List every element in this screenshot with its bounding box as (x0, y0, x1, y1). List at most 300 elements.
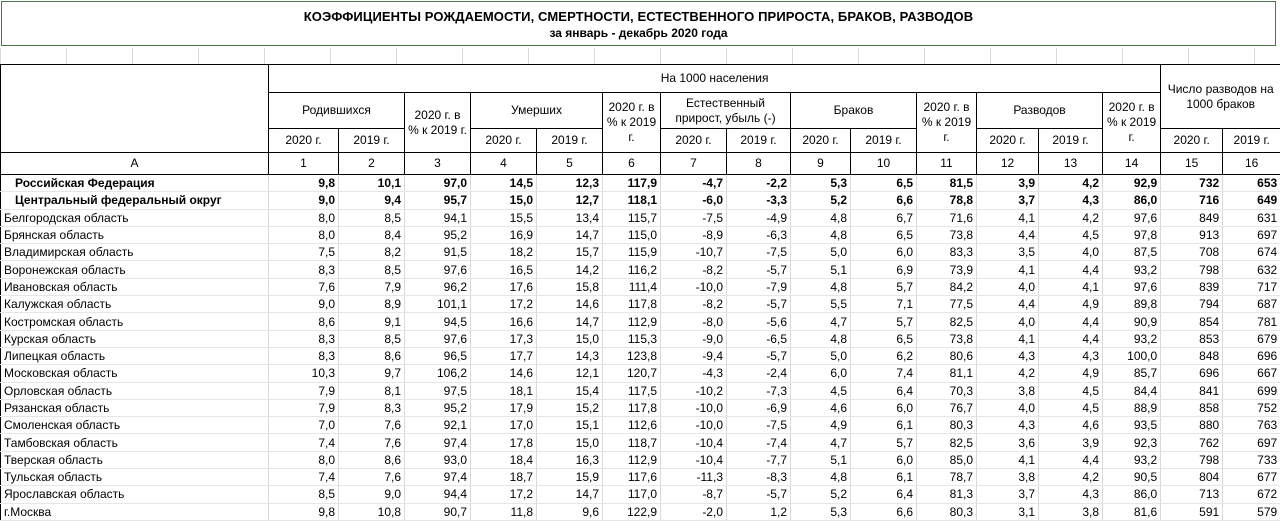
value-cell: 18,1 (471, 382, 537, 399)
year-header: 2019 г. (1039, 129, 1103, 153)
value-cell: 4,3 (977, 347, 1039, 364)
per1000-header: На 1000 населения (269, 65, 1161, 93)
value-cell: 6,0 (851, 399, 917, 416)
value-cell: 4,6 (791, 399, 851, 416)
value-cell: 6,9 (851, 261, 917, 278)
value-cell: 8,5 (339, 330, 405, 347)
value-cell: -7,9 (727, 278, 791, 295)
table-row (1, 330, 1280, 347)
value-cell: 4,5 (1039, 226, 1103, 243)
value-cell: 7,9 (339, 278, 405, 295)
value-cell: 7,9 (269, 382, 339, 399)
value-cell: 15,8 (537, 278, 603, 295)
table-row (1, 451, 1280, 468)
value-cell: 15,4 (537, 382, 603, 399)
value-cell: 6,0 (791, 365, 851, 382)
value-cell: -6,5 (727, 330, 791, 347)
value-cell: 733 (1223, 451, 1280, 468)
value-cell: 96,5 (405, 347, 471, 364)
value-cell: 4,2 (977, 365, 1039, 382)
value-cell: 696 (1223, 347, 1280, 364)
column-number: 12 (977, 153, 1039, 175)
value-cell: 95,2 (405, 226, 471, 243)
value-cell: 14,6 (537, 296, 603, 313)
region-name: Тамбовская область (1, 434, 269, 451)
region-name: Калужская область (1, 296, 269, 313)
table-row (1, 469, 1280, 486)
value-cell: 116,2 (603, 261, 661, 278)
value-cell: 94,1 (405, 209, 471, 226)
table-row (1, 209, 1280, 226)
value-cell: 73,8 (917, 330, 977, 347)
table-row (1, 347, 1280, 364)
value-cell: 4,0 (977, 399, 1039, 416)
column-number: 15 (1161, 153, 1223, 175)
value-cell: 8,1 (339, 382, 405, 399)
table-row (1, 486, 1280, 503)
column-number: 16 (1223, 153, 1280, 175)
region-name: Ярославская область (1, 486, 269, 503)
value-cell: 848 (1161, 347, 1223, 364)
value-cell: 6,1 (851, 417, 917, 434)
year-header: 2020 г. (791, 129, 851, 153)
value-cell: 93,0 (405, 451, 471, 468)
value-cell: 5,0 (791, 347, 851, 364)
value-cell: -7,5 (727, 244, 791, 261)
value-cell: 5,1 (791, 451, 851, 468)
year-header: 2020 г. (1161, 129, 1223, 153)
value-cell: 112,9 (603, 451, 661, 468)
value-cell: 794 (1161, 296, 1223, 313)
value-cell: 804 (1161, 469, 1223, 486)
value-cell: 8,0 (269, 226, 339, 243)
value-cell: 81,1 (917, 365, 977, 382)
value-cell: 4,5 (1039, 399, 1103, 416)
value-cell: 667 (1223, 365, 1280, 382)
value-cell: 118,7 (603, 434, 661, 451)
value-cell: 687 (1223, 296, 1280, 313)
value-cell: 7,6 (339, 469, 405, 486)
value-cell: 7,6 (339, 434, 405, 451)
value-cell: 4,4 (1039, 451, 1103, 468)
value-cell: -5,7 (727, 486, 791, 503)
value-cell: 123,8 (603, 347, 661, 364)
value-cell: -3,3 (727, 192, 791, 209)
region-name: Курская область (1, 330, 269, 347)
region-name: Липецкая область (1, 347, 269, 364)
value-cell: 9,8 (269, 503, 339, 520)
year-header: 2020 г. (269, 129, 339, 153)
region-name: Костромская область (1, 313, 269, 330)
value-cell: -7,3 (727, 382, 791, 399)
value-cell: 97,4 (405, 434, 471, 451)
value-cell: 85,7 (1103, 365, 1161, 382)
value-cell: 115,3 (603, 330, 661, 347)
value-cell: 80,3 (917, 417, 977, 434)
region-name: Тверская область (1, 451, 269, 468)
divorces-header: Разводов (977, 93, 1103, 129)
value-cell: 839 (1161, 278, 1223, 295)
value-cell: 5,3 (791, 503, 851, 520)
value-cell: 697 (1223, 226, 1280, 243)
value-cell: 7,4 (269, 469, 339, 486)
value-cell: 4,3 (1039, 347, 1103, 364)
value-cell: 17,8 (471, 434, 537, 451)
value-cell: 14,6 (471, 365, 537, 382)
value-cell: 4,2 (1039, 175, 1103, 192)
value-cell: -7,5 (661, 209, 727, 226)
value-cell: 94,4 (405, 486, 471, 503)
value-cell: 97,5 (405, 382, 471, 399)
value-cell: -11,3 (661, 469, 727, 486)
column-number: 11 (917, 153, 977, 175)
value-cell: -5,7 (727, 296, 791, 313)
value-cell: 17,7 (471, 347, 537, 364)
value-cell: 9,8 (269, 175, 339, 192)
value-cell: -9,4 (661, 347, 727, 364)
value-cell: 8,0 (269, 209, 339, 226)
corner-cell (1, 65, 269, 153)
value-cell: 15,5 (471, 209, 537, 226)
value-cell: 4,4 (1039, 261, 1103, 278)
value-cell: 80,6 (917, 347, 977, 364)
value-cell: 73,8 (917, 226, 977, 243)
value-cell: 5,3 (791, 175, 851, 192)
value-cell: 115,9 (603, 244, 661, 261)
value-cell: -4,7 (661, 175, 727, 192)
value-cell: -10,0 (661, 417, 727, 434)
value-cell: -4,9 (727, 209, 791, 226)
value-cell: 8,2 (339, 244, 405, 261)
value-cell: 7,4 (269, 434, 339, 451)
value-cell: 82,5 (917, 313, 977, 330)
region-name: г.Москва (1, 503, 269, 520)
value-cell: 122,9 (603, 503, 661, 520)
value-cell: 117,9 (603, 175, 661, 192)
value-cell: -8,0 (661, 313, 727, 330)
value-cell: 18,2 (471, 244, 537, 261)
value-cell: 70,3 (917, 382, 977, 399)
value-cell: 8,3 (269, 347, 339, 364)
value-cell: 6,5 (851, 226, 917, 243)
value-cell: 95,7 (405, 192, 471, 209)
value-cell: 17,2 (471, 486, 537, 503)
value-cell: 4,8 (791, 330, 851, 347)
region-name: Российская Федерация (1, 175, 269, 192)
value-cell: -2,0 (661, 503, 727, 520)
value-cell: -10,4 (661, 451, 727, 468)
value-cell: 7,9 (269, 399, 339, 416)
value-cell: 6,5 (851, 175, 917, 192)
value-cell: 86,0 (1103, 486, 1161, 503)
value-cell: 14,7 (537, 486, 603, 503)
year-header: 2020 г. (471, 129, 537, 153)
value-cell: 97,6 (405, 261, 471, 278)
value-cell: 3,8 (977, 382, 1039, 399)
value-cell: 7,0 (269, 417, 339, 434)
value-cell: 111,4 (603, 278, 661, 295)
died-header: Умерших (471, 93, 603, 129)
value-cell: 849 (1161, 209, 1223, 226)
value-cell: 5,5 (791, 296, 851, 313)
value-cell: 4,1 (1039, 278, 1103, 295)
value-cell: 4,1 (977, 209, 1039, 226)
column-letter: А (1, 153, 269, 175)
value-cell: 112,9 (603, 313, 661, 330)
value-cell: 3,5 (977, 244, 1039, 261)
value-cell: 4,1 (977, 451, 1039, 468)
value-cell: 17,3 (471, 330, 537, 347)
marriages-header: Браков (791, 93, 917, 129)
natural-header: Естественный прирост, убыль (-) (661, 93, 791, 129)
value-cell: 81,3 (917, 486, 977, 503)
value-cell: 763 (1223, 417, 1280, 434)
value-cell: 90,9 (1103, 313, 1161, 330)
value-cell: 631 (1223, 209, 1280, 226)
value-cell: 17,2 (471, 296, 537, 313)
value-cell: -6,3 (727, 226, 791, 243)
value-cell: -5,7 (727, 261, 791, 278)
column-number: 14 (1103, 153, 1161, 175)
value-cell: 89,8 (1103, 296, 1161, 313)
value-cell: 117,8 (603, 296, 661, 313)
value-cell: 12,7 (537, 192, 603, 209)
value-cell: 14,5 (471, 175, 537, 192)
value-cell: 677 (1223, 469, 1280, 486)
value-cell: 708 (1161, 244, 1223, 261)
value-cell: 5,0 (791, 244, 851, 261)
value-cell: 17,9 (471, 399, 537, 416)
table-row (1, 382, 1280, 399)
value-cell: 579 (1223, 503, 1280, 520)
value-cell: 858 (1161, 399, 1223, 416)
value-cell: 5,2 (791, 486, 851, 503)
value-cell: 7,4 (851, 365, 917, 382)
value-cell: 90,5 (1103, 469, 1161, 486)
column-number: 1 (269, 153, 339, 175)
column-number: 9 (791, 153, 851, 175)
value-cell: 106,2 (405, 365, 471, 382)
value-cell: 88,9 (1103, 399, 1161, 416)
value-cell: 4,8 (791, 278, 851, 295)
table-row (1, 175, 1280, 192)
value-cell: 591 (1161, 503, 1223, 520)
value-cell: 12,1 (537, 365, 603, 382)
value-cell: 73,9 (917, 261, 977, 278)
table-row (1, 244, 1280, 261)
value-cell: 81,5 (917, 175, 977, 192)
value-cell: 78,8 (917, 192, 977, 209)
value-cell: 18,7 (471, 469, 537, 486)
value-cell: 115,0 (603, 226, 661, 243)
born-header: Родившихся (269, 93, 405, 129)
died-pct-header: 2020 г. в % к 2019 г. (603, 93, 661, 153)
value-cell: 9,0 (269, 192, 339, 209)
table-row (1, 399, 1280, 416)
value-cell: 3,1 (977, 503, 1039, 520)
value-cell: 6,2 (851, 347, 917, 364)
column-number: 10 (851, 153, 917, 175)
value-cell: 97,0 (405, 175, 471, 192)
value-cell: 92,1 (405, 417, 471, 434)
value-cell: 9,7 (339, 365, 405, 382)
value-cell: 717 (1223, 278, 1280, 295)
value-cell: 6,4 (851, 382, 917, 399)
value-cell: 5,7 (851, 313, 917, 330)
value-cell: 4,0 (977, 278, 1039, 295)
value-cell: 4,2 (1039, 469, 1103, 486)
value-cell: -2,2 (727, 175, 791, 192)
value-cell: 3,6 (977, 434, 1039, 451)
value-cell: 97,6 (405, 330, 471, 347)
value-cell: 16,5 (471, 261, 537, 278)
region-name: Орловская область (1, 382, 269, 399)
value-cell: -9,0 (661, 330, 727, 347)
value-cell: 8,3 (269, 261, 339, 278)
value-cell: 15,0 (471, 192, 537, 209)
table-body (1, 175, 1280, 521)
born-pct-header: 2020 г. в % к 2019 г. (405, 93, 471, 153)
value-cell: 92,9 (1103, 175, 1161, 192)
value-cell: -7,4 (727, 434, 791, 451)
region-name: Тульская область (1, 469, 269, 486)
value-cell: 7,5 (269, 244, 339, 261)
region-name: Центральный федеральный округ (1, 192, 269, 209)
value-cell: 4,0 (977, 313, 1039, 330)
year-header: 2019 г. (339, 129, 405, 153)
column-number: 2 (339, 153, 405, 175)
value-cell: 18,4 (471, 451, 537, 468)
value-cell: 4,9 (1039, 296, 1103, 313)
value-cell: 14,7 (537, 226, 603, 243)
value-cell: 4,7 (791, 434, 851, 451)
value-cell: 117,6 (603, 469, 661, 486)
value-cell: 17,6 (471, 278, 537, 295)
value-cell: 4,2 (1039, 209, 1103, 226)
value-cell: 83,3 (917, 244, 977, 261)
value-cell: 8,5 (339, 261, 405, 278)
value-cell: 115,7 (603, 209, 661, 226)
region-name: Московская область (1, 365, 269, 382)
region-name: Смоленская область (1, 417, 269, 434)
value-cell: 8,6 (269, 313, 339, 330)
column-number: 5 (537, 153, 603, 175)
value-cell: 4,3 (977, 417, 1039, 434)
value-cell: 4,5 (791, 382, 851, 399)
value-cell: -6,9 (727, 399, 791, 416)
value-cell: 3,7 (977, 486, 1039, 503)
year-header: 2019 г. (537, 129, 603, 153)
value-cell: 4,4 (977, 226, 1039, 243)
value-cell: 3,8 (977, 469, 1039, 486)
value-cell: 86,0 (1103, 192, 1161, 209)
empty-sheet-row (0, 48, 1280, 65)
value-cell: 97,6 (1103, 278, 1161, 295)
value-cell: 112,6 (603, 417, 661, 434)
value-cell: 716 (1161, 192, 1223, 209)
page-subtitle: за январь - декабрь 2020 года (2, 26, 1275, 40)
value-cell: 798 (1161, 451, 1223, 468)
value-cell: 93,2 (1103, 451, 1161, 468)
region-name: Воронежская область (1, 261, 269, 278)
value-cell: -2,4 (727, 365, 791, 382)
value-cell: 78,7 (917, 469, 977, 486)
value-cell: 80,3 (917, 503, 977, 520)
year-header: 2020 г. (661, 129, 727, 153)
value-cell: 71,6 (917, 209, 977, 226)
value-cell: -5,6 (727, 313, 791, 330)
value-cell: 4,4 (1039, 313, 1103, 330)
value-cell: 4,9 (791, 417, 851, 434)
column-number: 4 (471, 153, 537, 175)
value-cell: 17,0 (471, 417, 537, 434)
value-cell: 6,1 (851, 469, 917, 486)
value-cell: 8,5 (269, 486, 339, 503)
divorces-per-marriages-header: Число разводов на 1000 браков (1161, 65, 1280, 129)
table-row (1, 434, 1280, 451)
value-cell: 4,9 (1039, 365, 1103, 382)
value-cell: -10,0 (661, 278, 727, 295)
value-cell: -4,3 (661, 365, 727, 382)
column-number: 7 (661, 153, 727, 175)
column-number: 8 (727, 153, 791, 175)
value-cell: 1,2 (727, 503, 791, 520)
value-cell: 77,5 (917, 296, 977, 313)
value-cell: 9,0 (339, 486, 405, 503)
year-header: 2020 г. (977, 129, 1039, 153)
value-cell: 8,3 (339, 399, 405, 416)
value-cell: 14,2 (537, 261, 603, 278)
value-cell: 15,9 (537, 469, 603, 486)
value-cell: 97,4 (405, 469, 471, 486)
value-cell: 6,0 (851, 244, 917, 261)
page-title: КОЭФФИЦИЕНТЫ РОЖДАЕМОСТИ, СМЕРТНОСТИ, ЕСТЕСТВЕННОГО ПРИРОСТА, БРАКОВ, РАЗВОДОВ (2, 9, 1275, 24)
value-cell: 5,7 (851, 434, 917, 451)
value-cell: 649 (1223, 192, 1280, 209)
value-cell: 697 (1223, 434, 1280, 451)
value-cell: 4,8 (791, 209, 851, 226)
value-cell: 798 (1161, 261, 1223, 278)
value-cell: 4,8 (791, 469, 851, 486)
value-cell: 82,5 (917, 434, 977, 451)
value-cell: 696 (1161, 365, 1223, 382)
value-cell: 117,8 (603, 399, 661, 416)
value-cell: 93,2 (1103, 261, 1161, 278)
value-cell: 92,3 (1103, 434, 1161, 451)
value-cell: 95,2 (405, 399, 471, 416)
value-cell: 732 (1161, 175, 1223, 192)
value-cell: -10,7 (661, 244, 727, 261)
value-cell: 4,7 (791, 313, 851, 330)
value-cell: -7,5 (727, 417, 791, 434)
value-cell: 97,6 (1103, 209, 1161, 226)
value-cell: 679 (1223, 330, 1280, 347)
value-cell: 81,6 (1103, 503, 1161, 520)
title-box (1, 1, 1276, 46)
value-cell: 6,5 (851, 330, 917, 347)
value-cell: 15,7 (537, 244, 603, 261)
value-cell: -7,7 (727, 451, 791, 468)
value-cell: 15,0 (537, 330, 603, 347)
value-cell: 853 (1161, 330, 1223, 347)
divorces-pct-header: 2020 г. в % к 2019 г. (1103, 93, 1161, 153)
region-name: Ивановская область (1, 278, 269, 295)
value-cell: 4,6 (1039, 417, 1103, 434)
value-cell: -8,2 (661, 261, 727, 278)
year-header: 2019 г. (851, 129, 917, 153)
value-cell: 8,3 (269, 330, 339, 347)
value-cell: -8,9 (661, 226, 727, 243)
